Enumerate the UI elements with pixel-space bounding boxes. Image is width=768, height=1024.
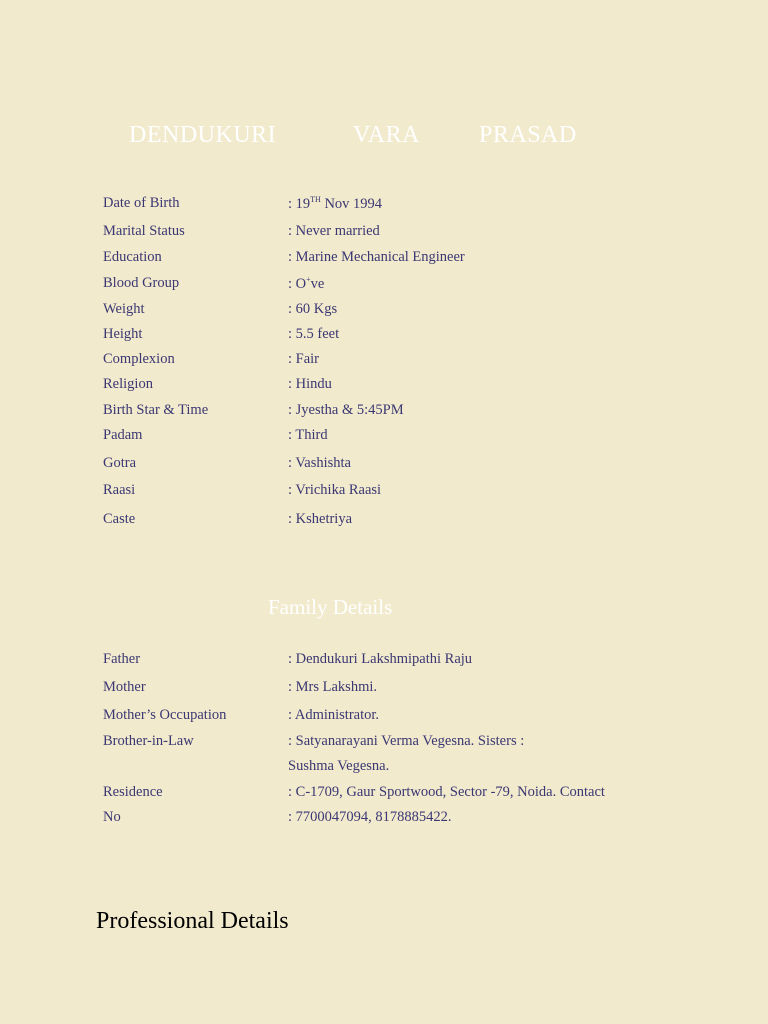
detail-label: Weight	[103, 301, 145, 317]
detail-value: : Vashishta	[288, 455, 351, 471]
detail-value: : 5.5 feet	[288, 326, 340, 342]
detail-value: : Kshetriya	[288, 511, 353, 527]
detail-label: Padam	[103, 427, 143, 443]
family-value: : Mrs Lakshmi.	[288, 679, 378, 695]
detail-label: Height	[103, 326, 143, 342]
family-details-title: Family Details	[268, 595, 393, 619]
family-label: Brother-in-Law	[103, 733, 194, 749]
name-last: PRASAD	[479, 122, 577, 148]
detail-label: Religion	[103, 376, 153, 392]
detail-value: : Hindu	[288, 376, 332, 392]
family-value: : 7700047094, 8178885422.	[288, 809, 452, 825]
detail-value: : 19TH Nov 1994	[288, 195, 383, 212]
detail-value: : 60 Kgs	[288, 301, 338, 317]
detail-value: : Vrichika Raasi	[288, 482, 382, 498]
detail-value: : Never married	[288, 223, 380, 239]
family-label: Mother’s Occupation	[103, 707, 227, 723]
detail-label: Gotra	[103, 455, 137, 471]
family-value: : Satyanarayani Verma Vegesna. Sisters :	[288, 733, 525, 749]
detail-label: Marital Status	[103, 223, 185, 239]
name-first: DENDUKURI	[129, 122, 277, 148]
family-value: : C-1709, Gaur Sportwood, Sector -79, Noida. Contact	[288, 784, 605, 800]
detail-label: Education	[103, 249, 162, 265]
family-value: Sushma Vegesna.	[288, 758, 390, 774]
name-middle: VARA	[353, 122, 420, 148]
detail-value: : Jyestha & 5:45PM	[288, 402, 404, 418]
professional-details-title: Professional Details	[96, 908, 289, 934]
detail-value: : Third	[288, 427, 328, 443]
detail-value: : O+ve	[288, 275, 325, 292]
family-label: Residence	[103, 784, 163, 800]
family-value: : Administrator.	[288, 707, 380, 723]
family-label: No	[103, 809, 121, 825]
detail-value: : Marine Mechanical Engineer	[288, 249, 465, 265]
family-label: Father	[103, 651, 141, 667]
detail-value: : Fair	[288, 351, 320, 367]
detail-label: Date of Birth	[103, 195, 180, 211]
detail-label: Raasi	[103, 482, 136, 498]
detail-label: Blood Group	[103, 275, 180, 291]
family-label: Mother	[103, 679, 146, 695]
detail-label: Complexion	[103, 351, 175, 367]
detail-label: Birth Star & Time	[103, 402, 209, 418]
family-value: : Dendukuri Lakshmipathi Raju	[288, 651, 473, 667]
detail-label: Caste	[103, 511, 136, 527]
